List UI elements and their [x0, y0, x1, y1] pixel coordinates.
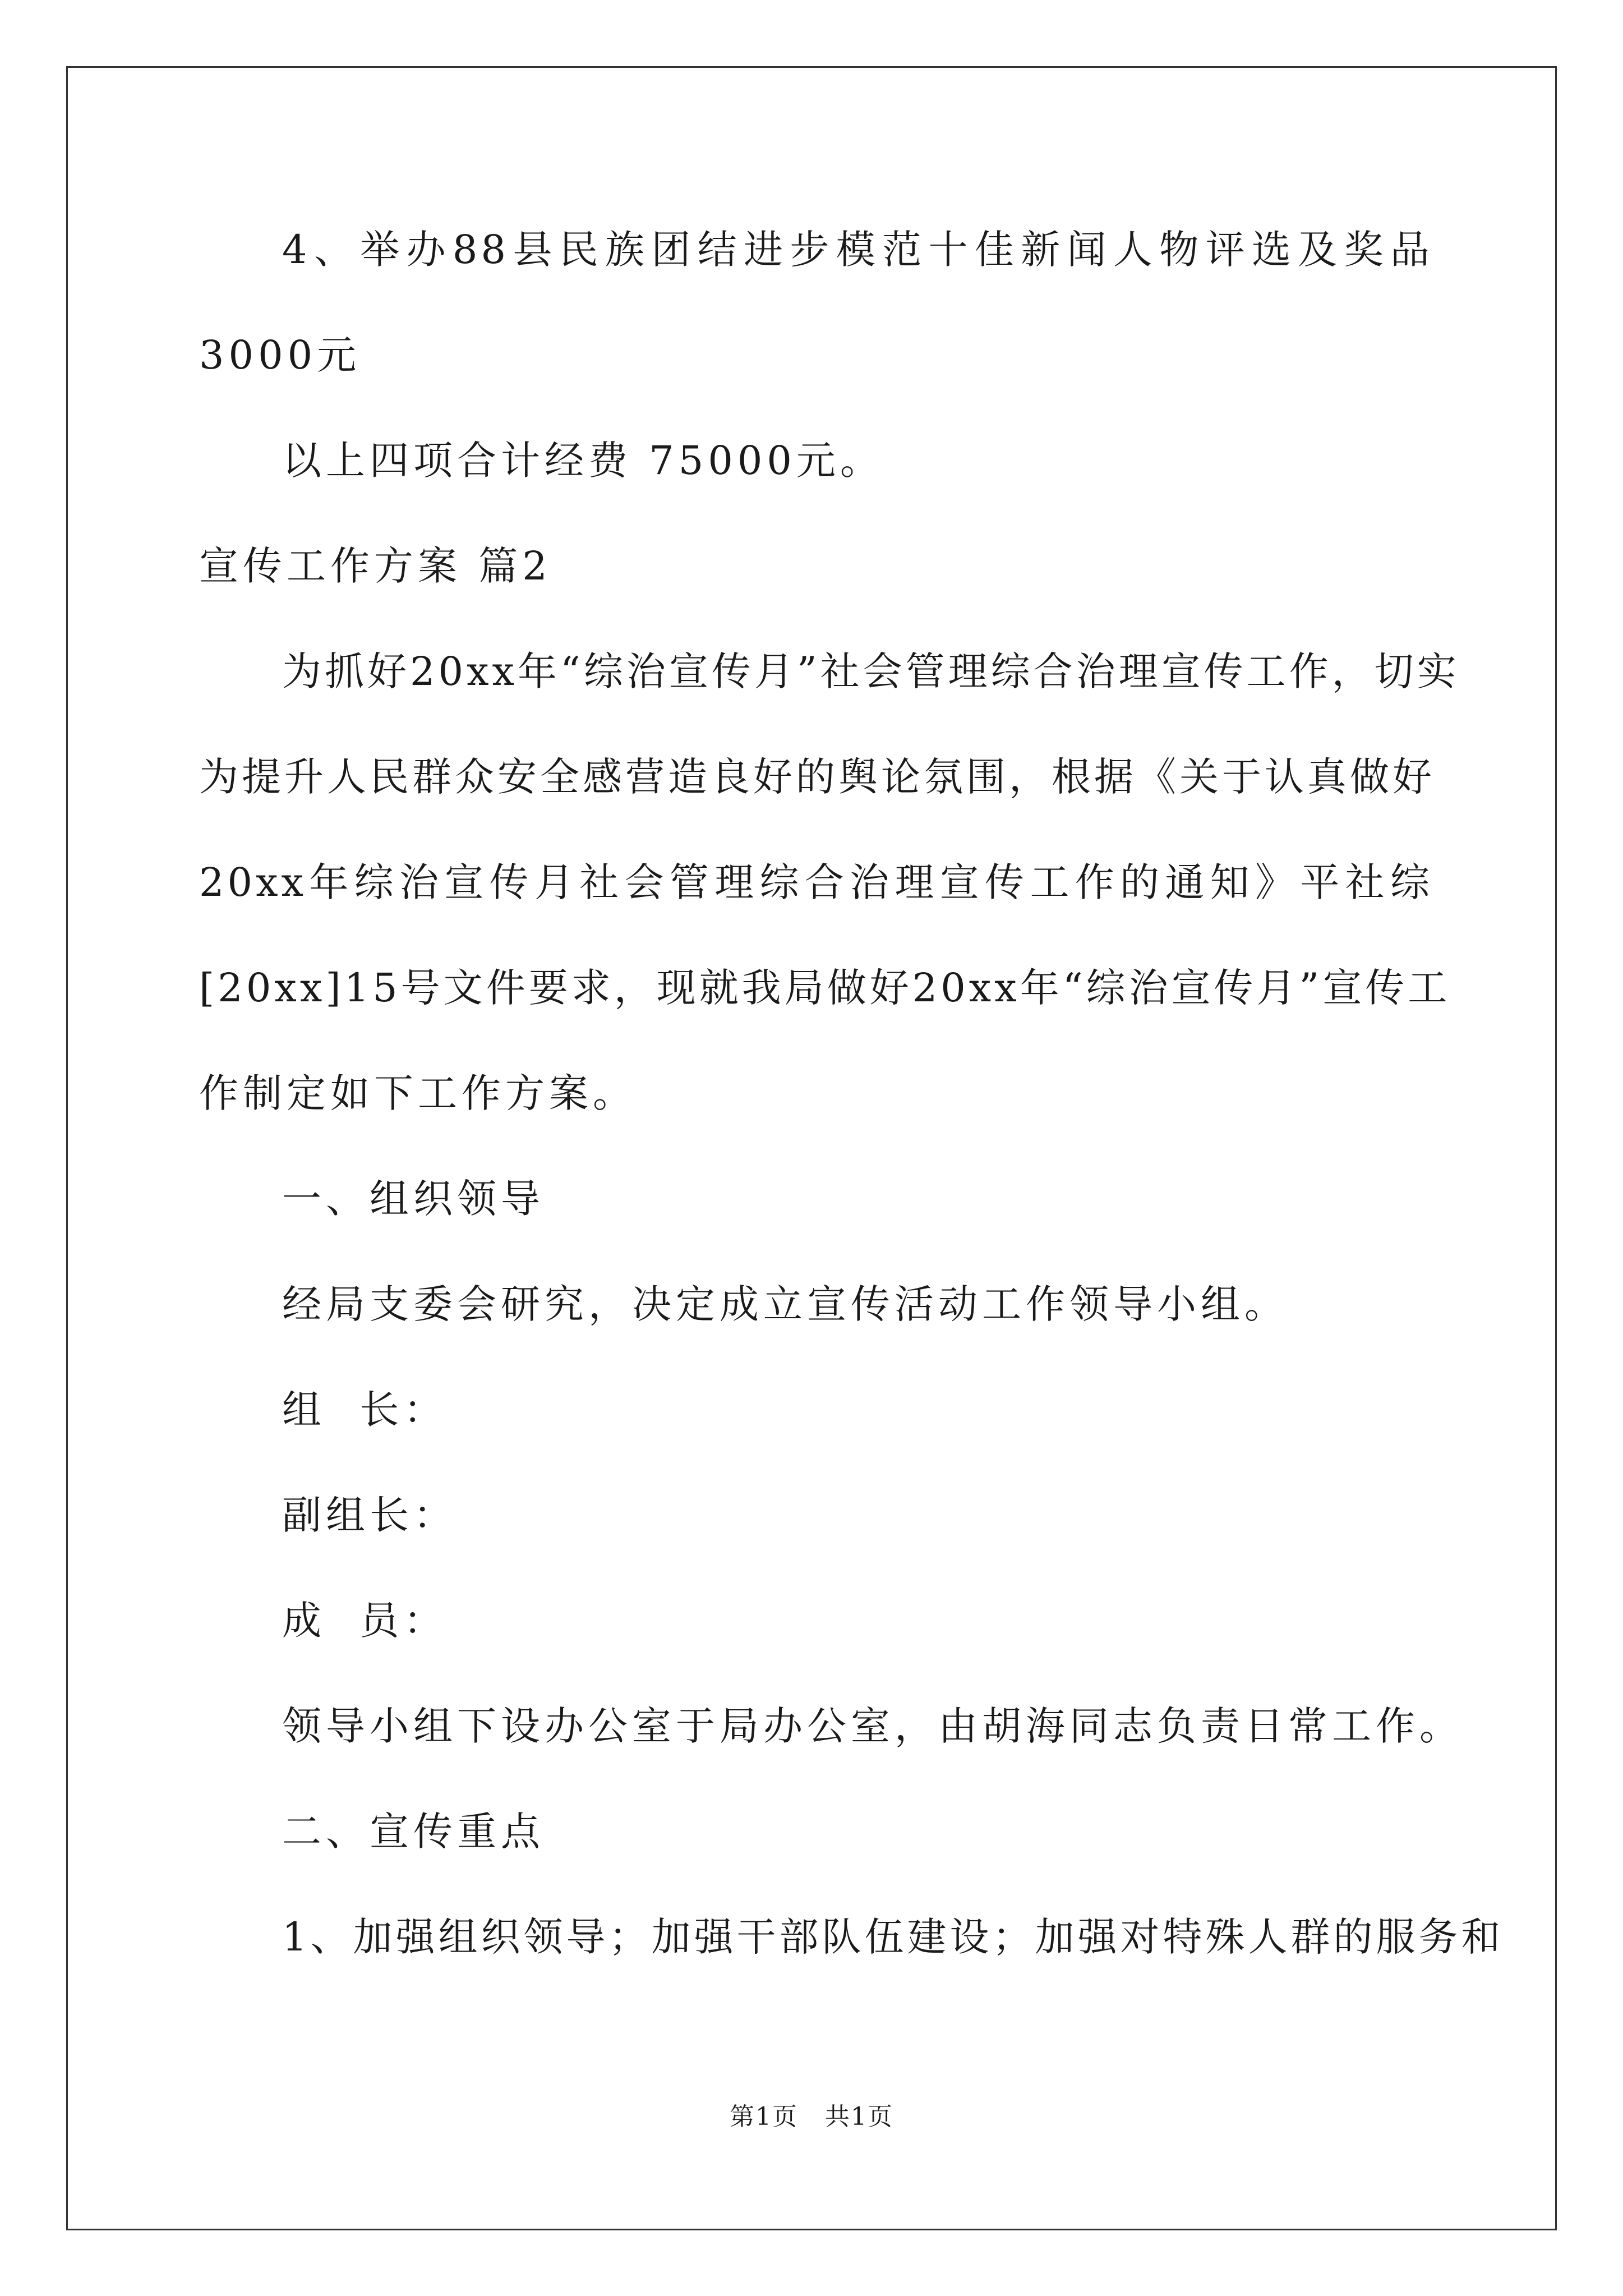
paragraph-line: 以上四项合计经费 75000元。	[282, 438, 884, 484]
paragraph-line: 作制定如下工作方案。	[199, 1070, 637, 1116]
section-heading: 宣传工作方案 篇2	[199, 543, 552, 589]
page-footer: 第1页 共1页	[730, 2102, 893, 2131]
deputy-leader-label: 副组长：	[282, 1492, 457, 1538]
paragraph-line: 3000元	[199, 332, 361, 378]
page-border	[66, 66, 1557, 2230]
subsection-heading: 二、宣传重点	[282, 1809, 545, 1855]
paragraph-line: 为提升人民群众安全感营造良好的舆论氛围，根据《关于认真做好	[199, 754, 1435, 800]
paragraph-line: 1、加强组织领导；加强干部队伍建设；加强对特殊人群的服务和	[282, 1914, 1504, 1960]
paragraph-line: [20xx]15号文件要求，现就我局做好20xx年“综治宣传月”宣传工	[199, 965, 1451, 1011]
paragraph-line: 20xx年综治宣传月社会管理综合治理宣传工作的通知》平社综	[199, 859, 1433, 905]
paragraph-line: 为抓好20xx年“综治宣传月”社会管理综合治理宣传工作，切实	[282, 648, 1460, 694]
paragraph-line: 领导小组下设办公室于局办公室，由胡海同志负责日常工作。	[282, 1703, 1463, 1749]
paragraph-line: 4、举办88县民族团结进步模范十佳新闻人物评选及奖品	[282, 227, 1433, 273]
team-leader-label: 组 长：	[282, 1387, 448, 1433]
members-label: 成 员：	[282, 1598, 448, 1644]
subsection-heading: 一、组织领导	[282, 1176, 545, 1222]
paragraph-line: 经局支委会研究，决定成立宣传活动工作领导小组。	[282, 1281, 1288, 1327]
